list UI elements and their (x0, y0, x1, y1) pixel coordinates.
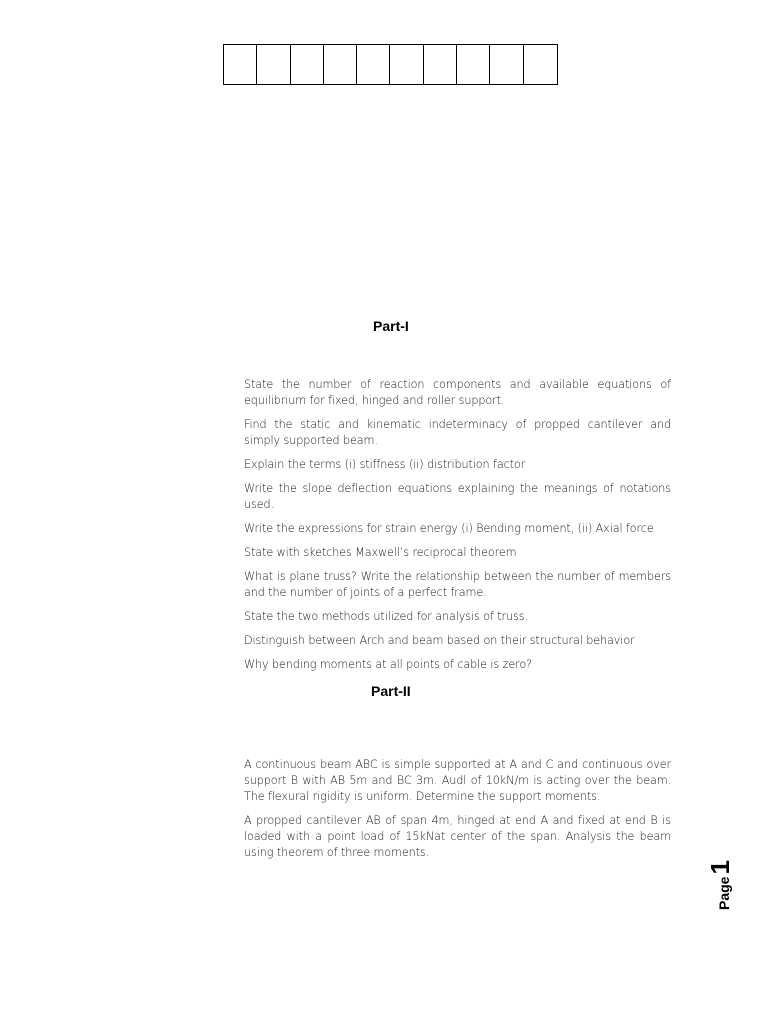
part-1-question-list (244, 377, 671, 681)
roll-number-cell (390, 45, 423, 84)
roll-number-cell (357, 45, 390, 84)
roll-number-cell (490, 45, 523, 84)
question-item: Distinguish between Arch and beam based on their structural behavior (244, 634, 635, 647)
question-item: State with sketches Maxwell’s reciprocal theorem (244, 546, 517, 559)
question-item: Why bending moments at all points of cable is zero? (244, 658, 532, 671)
roll-number-boxes (223, 44, 558, 85)
roll-number-cell (224, 45, 257, 84)
roll-number-cell (424, 45, 457, 84)
question-item: Explain the terms (i) stiffness (ii) distribution factor (244, 458, 526, 471)
part-2-title: Part-II (371, 683, 411, 699)
roll-number-cell (324, 45, 357, 84)
roll-number-cell (257, 45, 290, 84)
part-1-title: Part-I (373, 318, 409, 334)
question-item: Write the expressions for strain energy (i) Bending moment, (ii) Axial force (244, 522, 654, 535)
roll-number-cell (524, 45, 557, 84)
question-item: State the number of reaction components and available equations of equilibrium for fixed, hinged and roller support. (244, 378, 671, 407)
page-label: Page (716, 876, 732, 910)
roll-number-cell (457, 45, 490, 84)
question-item: A continuous beam ABC is simple supported at A and C and continuous over support B with AB 5m and BC 3m. Audl of 10kN/m is acting over the beam. The flexural rigidity is uniform. Determine the support moments. (244, 758, 671, 803)
roll-number-cell (291, 45, 324, 84)
question-item: Find the static and kinematic indeterminacy of propped cantilever and simply supported beam. (244, 418, 671, 447)
question-item: A propped cantilever AB of span 4m, hinged at end A and fixed at end B is loaded with a point load of 15kNat center of the span. Analysis the beam using theorem of three moments. (244, 814, 671, 859)
part-2-question-list (244, 757, 671, 869)
question-item: What is plane truss? Write the relationship between the number of members and the number of joints of a perfect frame. (244, 570, 671, 599)
question-item: State the two methods utilized for analysis of truss. (244, 610, 528, 623)
question-item: Write the slope deflection equations explaining the meanings of notations used. (244, 482, 671, 511)
page-number-marker (705, 860, 755, 910)
page-number: 1 (705, 860, 735, 875)
